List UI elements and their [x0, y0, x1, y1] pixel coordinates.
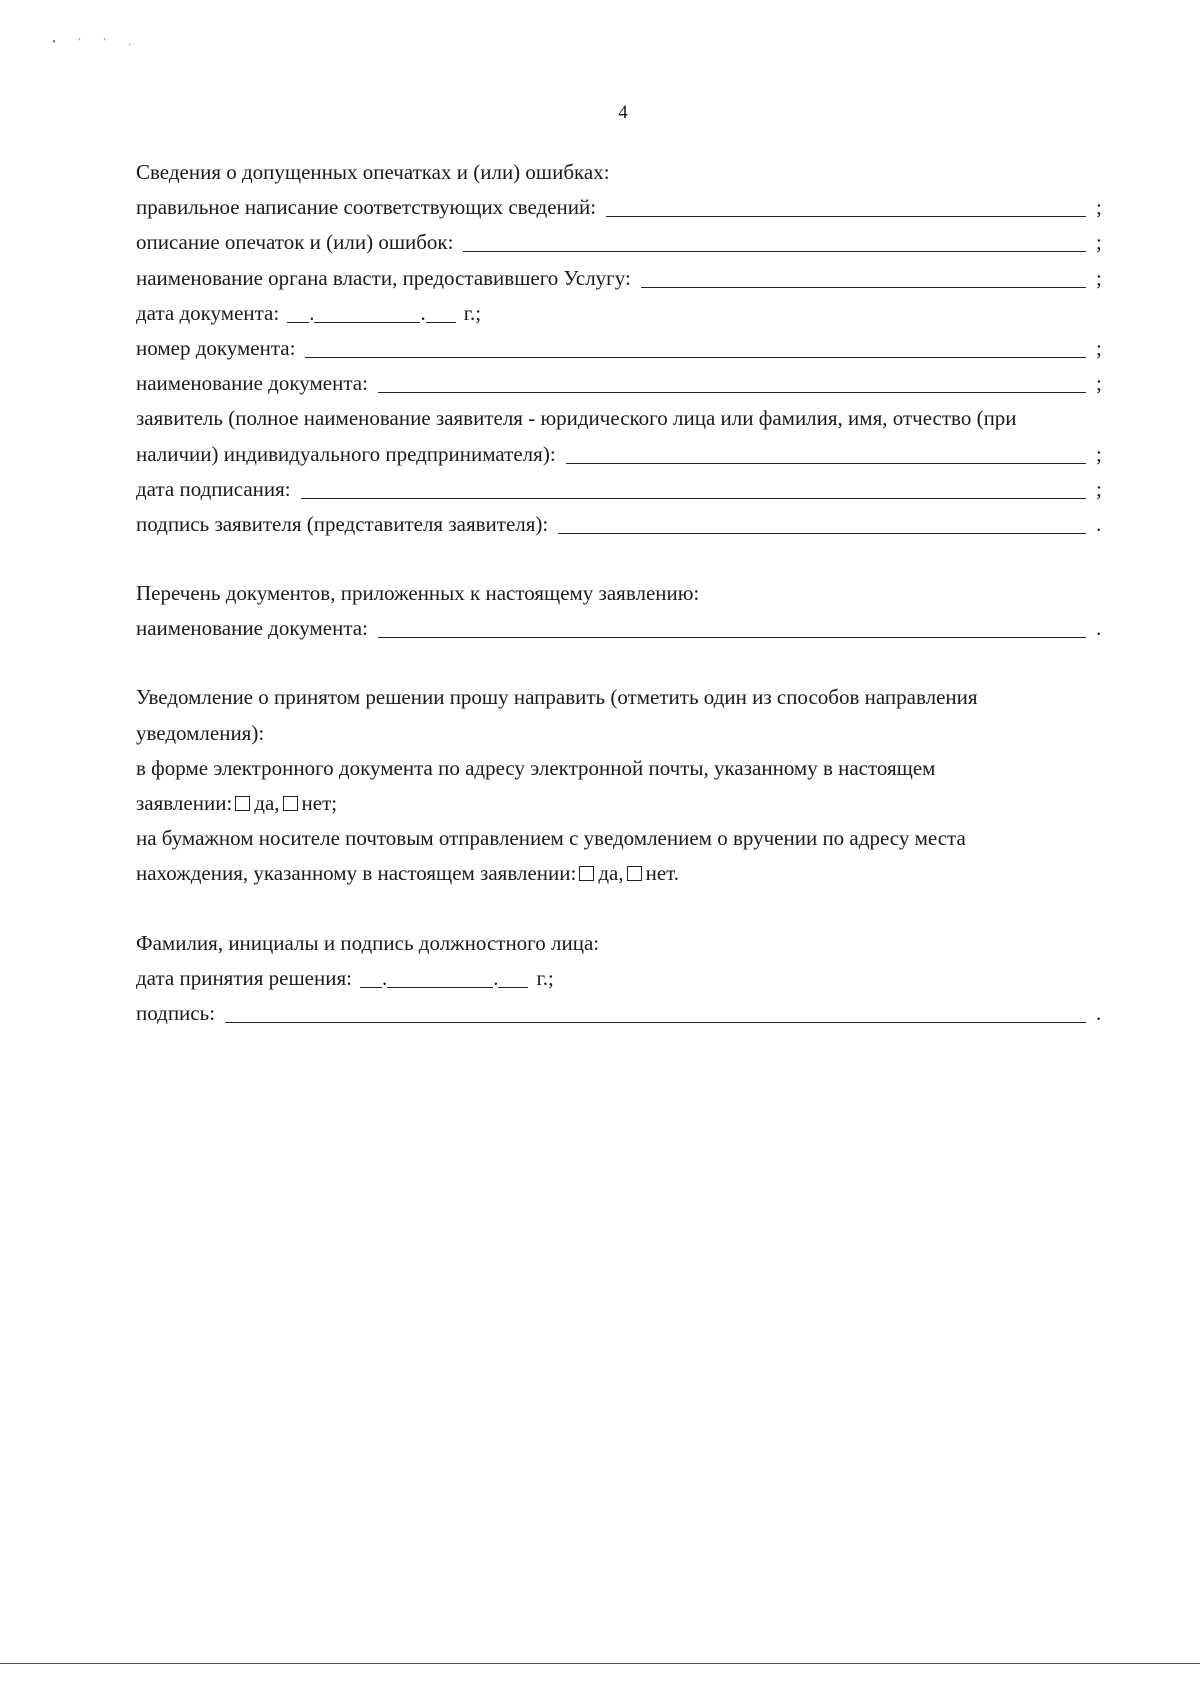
- applicant-signature-label: подпись заявителя (представителя заявителя):: [136, 511, 549, 536]
- decision-date-year-field[interactable]: [498, 965, 528, 988]
- period: .: [1096, 511, 1102, 536]
- notification-heading-line2: уведомления):: [136, 720, 265, 745]
- attachments-heading-text: Перечень документов, приложенных к настоящему заявлению:: [136, 581, 700, 606]
- paper-no-label: нет.: [645, 861, 680, 886]
- official-signature-label: подпись:: [136, 1000, 216, 1025]
- form-content: [136, 155, 1106, 1031]
- semicolon: ;: [1096, 476, 1102, 501]
- document-date-month-field[interactable]: [314, 300, 420, 323]
- semicolon: ;: [1096, 371, 1102, 396]
- document-date-day-field[interactable]: [287, 300, 309, 323]
- section-gap: [136, 892, 1106, 926]
- electronic-yes-checkbox[interactable]: [235, 796, 250, 811]
- attachment-name-label: наименование документа:: [136, 616, 368, 641]
- errors-heading-text: Сведения о допущенных опечатках и (или) ошибках:: [136, 160, 610, 184]
- official-heading-text: Фамилия, инициалы и подпись должностного лица:: [136, 930, 600, 955]
- attachment-name-row: [136, 611, 1106, 646]
- paper-option-line1: на бумажном носителе почтовым отправлением с уведомлением о вручении по адресу места: [136, 826, 966, 851]
- correct-spelling-label: правильное написание соответствующих сведений:: [136, 195, 597, 220]
- semicolon: ;: [1096, 335, 1102, 360]
- decision-date-day-field[interactable]: [360, 965, 382, 988]
- official-heading: [136, 926, 1106, 961]
- date-separator: .: [420, 300, 426, 325]
- notification-heading-row-2: [136, 716, 1106, 751]
- typo-description-field[interactable]: [463, 229, 1086, 252]
- applicant-signature-row: [136, 507, 1106, 542]
- paper-option-row-1: [136, 821, 1106, 856]
- applicant-label-line2: наличии) индивидуального предпринимателя):: [136, 441, 556, 466]
- scan-mark: • ' ' .: [52, 36, 141, 48]
- date-separator: .: [381, 965, 388, 990]
- electronic-option-line1: в форме электронного документа по адресу электронной почты, указанному в настоящем: [136, 755, 936, 780]
- document-date-label: дата документа:: [136, 300, 280, 325]
- notification-heading-line1: Уведомление о принятом решении прошу направить (отметить один из способов направления: [136, 685, 978, 710]
- attachment-name-field[interactable]: [378, 615, 1086, 638]
- applicant-field[interactable]: [566, 441, 1086, 464]
- semicolon: ;: [1096, 195, 1102, 220]
- decision-date-row: [136, 961, 1106, 996]
- correct-spelling-field[interactable]: [606, 194, 1086, 217]
- scan-bottom-edge: [0, 1663, 1200, 1664]
- document-number-row: [136, 331, 1106, 366]
- signing-date-field[interactable]: [301, 476, 1086, 499]
- period: .: [1096, 1000, 1102, 1025]
- period: .: [1096, 616, 1102, 641]
- errors-heading: [136, 155, 1106, 190]
- electronic-option-row-2: [136, 786, 1106, 821]
- signing-date-label: дата подписания:: [136, 476, 291, 501]
- paper-yes-label: да,: [598, 861, 624, 886]
- paper-option-row-2: [136, 856, 1106, 891]
- document-date-year-field[interactable]: [426, 300, 456, 323]
- electronic-yes-label: да,: [254, 791, 280, 815]
- authority-name-field[interactable]: [641, 265, 1086, 288]
- document-date-row: [136, 296, 1106, 331]
- semicolon: ;: [1096, 265, 1102, 290]
- date-separator: .: [309, 300, 315, 325]
- electronic-no-checkbox[interactable]: [283, 796, 298, 811]
- document-name-label: наименование документа:: [136, 371, 368, 396]
- typo-description-row: [136, 225, 1106, 260]
- applicant-signature-field[interactable]: [558, 511, 1086, 534]
- year-suffix: г.;: [536, 965, 554, 990]
- section-gap: [136, 542, 1106, 576]
- semicolon: ;: [1096, 230, 1102, 255]
- page-number: 4: [618, 102, 628, 123]
- paper-yes-checkbox[interactable]: [579, 866, 594, 881]
- year-suffix: г.;: [463, 300, 482, 325]
- authority-name-row: [136, 261, 1106, 296]
- paper-no-checkbox[interactable]: [627, 866, 642, 881]
- paper-option-prefix: нахождения, указанному в настоящем заявлении:: [136, 861, 577, 886]
- document-number-field[interactable]: [305, 335, 1086, 358]
- decision-date-month-field[interactable]: [387, 965, 493, 988]
- electronic-option-row-1: [136, 751, 1106, 786]
- official-signature-field[interactable]: [225, 1000, 1086, 1023]
- electronic-option-prefix: заявлении:: [136, 791, 233, 815]
- date-separator: .: [493, 965, 499, 990]
- typo-description-label: описание опечаток и (или) ошибок:: [136, 230, 454, 255]
- semicolon: ;: [1096, 441, 1102, 466]
- electronic-no-label: нет;: [301, 791, 338, 815]
- document-name-field[interactable]: [378, 370, 1086, 393]
- official-signature-row: [136, 996, 1106, 1031]
- authority-name-label: наименование органа власти, предоставившего Услугу:: [136, 265, 631, 290]
- signing-date-row: [136, 472, 1106, 507]
- applicant-row-2: [136, 437, 1106, 472]
- document-number-label: номер документа:: [136, 335, 296, 360]
- attachments-heading: [136, 576, 1106, 611]
- applicant-label-line1: заявитель (полное наименование заявителя - юридического лица или фамилия, имя, отчество (при: [136, 406, 1017, 431]
- applicant-row-1: [136, 401, 1106, 436]
- notification-heading-row-1: [136, 680, 1106, 715]
- section-gap: [136, 646, 1106, 680]
- correct-spelling-row: [136, 190, 1106, 225]
- document-name-row: [136, 366, 1106, 401]
- decision-date-label: дата принятия решения:: [136, 965, 352, 990]
